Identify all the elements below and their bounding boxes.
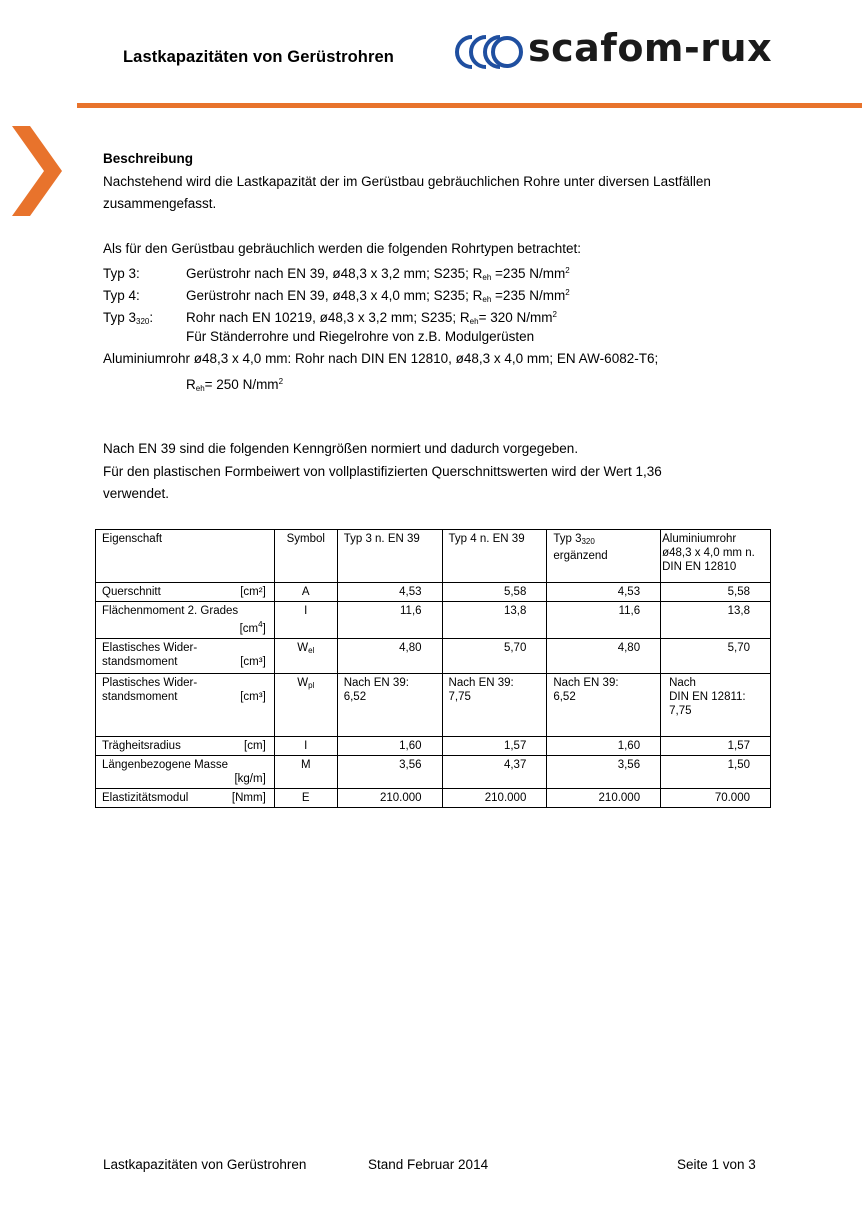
table-header-row	[96, 530, 771, 583]
symbol-cell: I	[274, 602, 337, 639]
unit-superscript: 2	[565, 266, 570, 275]
type-3-text: Gerüstrohr nach EN 39, ø48,3 x 3,2 mm; S235; R	[186, 266, 483, 281]
intro-line-2: zusammengefasst.	[103, 196, 217, 211]
reh-subscript: eh	[482, 273, 492, 282]
value-cell: 4,53	[547, 583, 661, 602]
value-cell: 5,58	[661, 583, 771, 602]
header-alu: Aluminiumrohr ø48,3 x 4,0 mm n. DIN EN 12810	[661, 530, 771, 583]
types-intro: Als für den Gerüstbau gebräuchlich werden die folgenden Rohrtypen betrachtet:	[103, 241, 582, 256]
table-row	[96, 756, 771, 789]
header-typ4: Typ 4 n. EN 39	[442, 530, 547, 583]
type-3-value: =235 N/mm	[491, 266, 566, 281]
value-cell: 4,37	[442, 756, 547, 789]
type-4-label: Typ 4:	[103, 288, 140, 303]
value-cell: 4,80	[337, 639, 442, 674]
chevron-right-icon	[12, 126, 62, 216]
type-4-text: Gerüstrohr nach EN 39, ø48,3 x 4,0 mm; S235; R	[186, 288, 483, 303]
logo-mark-icon	[452, 34, 524, 70]
property-cell: Flächenmoment 2. Grades $[cm^4]$	[96, 602, 275, 639]
unit-superscript: 2	[565, 288, 570, 297]
symbol-cell: $W_{pl}$	[274, 674, 337, 737]
value-cell: Nach EN 39: 6,52	[337, 674, 442, 737]
value-cell: 1,57	[661, 737, 771, 756]
company-logo	[452, 26, 782, 74]
page-header-title: Lastkapazitäten von Gerüstrohren	[123, 48, 394, 66]
type-3320-label: Typ $3_{320}$:	[103, 310, 154, 326]
norm-line-2: Für den plastischen Formbeiwert von vollplastifizierten Querschnittswerten wird der Wert 1,36	[103, 464, 662, 479]
value-cell: Nach DIN EN 12811: 7,75	[661, 674, 771, 737]
value-cell: 5,70	[442, 639, 547, 674]
value-cell: 5,58	[442, 583, 547, 602]
footer-title: Lastkapazitäten von Gerüstrohren	[103, 1157, 307, 1172]
value-cell: 4,80	[547, 639, 661, 674]
property-cell: Querschnitt [cm²]	[96, 583, 275, 602]
value-cell: 210.000	[337, 789, 442, 808]
value-cell: 1,60	[337, 737, 442, 756]
table-row	[96, 602, 771, 639]
logo-wordmark: scafom-rux	[528, 26, 773, 70]
header-divider	[77, 103, 862, 108]
reh-subscript: eh	[482, 295, 492, 304]
reh-subscript: eh	[469, 317, 479, 326]
value-cell: 1,50	[661, 756, 771, 789]
value-cell: 4,53	[337, 583, 442, 602]
symbol-cell: I	[274, 737, 337, 756]
property-cell: Elastizitätsmodul [Nmm]	[96, 789, 275, 808]
value-cell: 210.000	[442, 789, 547, 808]
table-row	[96, 583, 771, 602]
type-3-label: Typ 3:	[103, 266, 140, 281]
table-row	[96, 674, 771, 737]
header-eigenschaft: Eigenschaft	[96, 530, 275, 583]
value-cell: 13,8	[661, 602, 771, 639]
value-cell: 5,70	[661, 639, 771, 674]
value-cell: 11,6	[547, 602, 661, 639]
value-cell: 1,57	[442, 737, 547, 756]
value-cell: Nach EN 39: 7,75	[442, 674, 547, 737]
alu-reh-line: $R_{eh}= 250$ $N/mm^2$	[186, 377, 284, 393]
header-typ3320: Typ $3_{320}$ ergänzend	[547, 530, 661, 583]
unit-superscript: 2	[552, 310, 557, 319]
type-3320-note: Für Ständerrohre und Riegelrohre von z.B. Modulgerüsten	[186, 329, 535, 344]
value-cell: 3,56	[337, 756, 442, 789]
value-cell: 3,56	[547, 756, 661, 789]
type-4-value: =235 N/mm	[491, 288, 566, 303]
properties-table	[95, 529, 771, 808]
symbol-cell: $W_{el}$	[274, 639, 337, 674]
property-cell: Längenbezogene Masse [kg/m]	[96, 756, 275, 789]
table-row	[96, 639, 771, 674]
norm-line-3: verwendet.	[103, 486, 170, 501]
norm-line-1: Nach EN 39 sind die folgenden Kenngrößen normiert und dadurch vorgegeben.	[103, 441, 579, 456]
symbol-cell: E	[274, 789, 337, 808]
header-typ3: Typ 3 n. EN 39	[337, 530, 442, 583]
value-cell: 1,60	[547, 737, 661, 756]
property-cell: Elastisches Wider- standsmoment [cm³]	[96, 639, 275, 674]
symbol-cell: M	[274, 756, 337, 789]
footer-page-number: Seite 1 von 3	[677, 1157, 756, 1172]
type-3320-value: = 320 N/mm	[478, 310, 553, 325]
intro-line-1: Nachstehend wird die Lastkapazität der im Gerüstbau gebräuchlichen Rohre unter diversen Lastfällen	[103, 174, 711, 189]
value-cell: 70.000	[661, 789, 771, 808]
value-cell: Nach EN 39: 6,52	[547, 674, 661, 737]
value-cell: 13,8	[442, 602, 547, 639]
property-cell: Plastisches Wider- standsmoment [cm³]	[96, 674, 275, 737]
section-heading: Beschreibung	[103, 151, 194, 166]
table-row	[96, 737, 771, 756]
property-cell: Trägheitsradius [cm]	[96, 737, 275, 756]
value-cell: 11,6	[337, 602, 442, 639]
type-3320-text: Rohr nach EN 10219, ø48,3 x 3,2 mm; S235; R	[186, 310, 470, 325]
header-symbol: Symbol	[274, 530, 337, 583]
table-row	[96, 789, 771, 808]
symbol-cell: A	[274, 583, 337, 602]
value-cell: 210.000	[547, 789, 661, 808]
footer-date: Stand Februar 2014	[368, 1157, 489, 1172]
alu-line: Aluminiumrohr ø48,3 x 4,0 mm: Rohr nach DIN EN 12810, ø48,3 x 4,0 mm; EN AW-6082-T6;	[103, 351, 659, 366]
